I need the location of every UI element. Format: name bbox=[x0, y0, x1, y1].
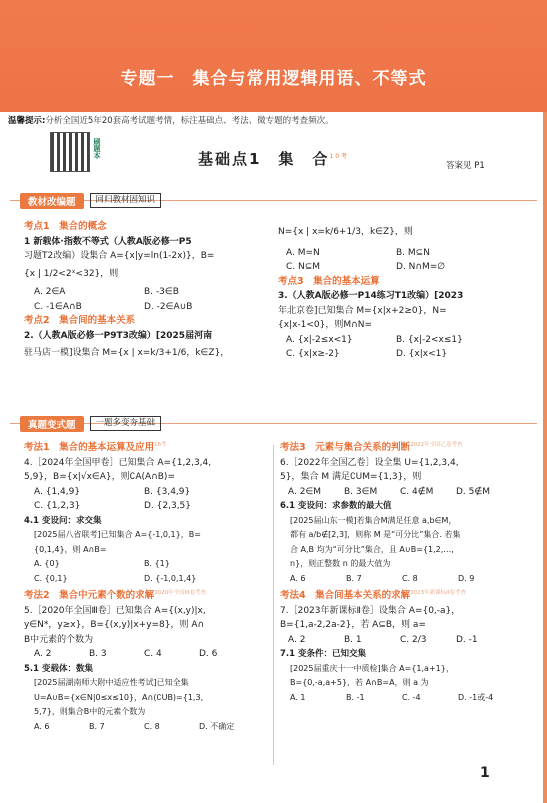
q5-line-b: y∈N*，y≥x}，B={(x,y)|x+y=8}，则 A∩ bbox=[24, 620, 205, 631]
v71-option-d[interactable]: D. -1或-4 bbox=[458, 692, 494, 702]
kaodian-2: 考点2 集合间的基本关系 bbox=[24, 315, 136, 326]
q3-option-a[interactable]: A. {x|-2≤x<1} bbox=[286, 334, 353, 345]
variant-5-1-head: 5.1 变载体：数集 bbox=[24, 663, 94, 674]
q2-option-c[interactable]: C. N⊆M bbox=[286, 262, 321, 272]
point-title-sup: 10考 bbox=[329, 153, 350, 160]
q1-options-2 bbox=[24, 300, 274, 315]
v61-line-c: 合 A,B 均为“可分比”集合，且 A∪B={1,2,…, bbox=[290, 544, 454, 554]
v51-option-d[interactable]: D. 不确定 bbox=[199, 721, 235, 731]
kaofa-4-sup: 2023年新课标II卷考查 bbox=[410, 590, 466, 597]
q4-option-d[interactable]: D. {2,3,5} bbox=[144, 501, 192, 512]
v71-option-b[interactable]: B. -1 bbox=[346, 692, 365, 702]
band1-badge: 教材改编题 bbox=[20, 193, 84, 209]
variant-6-1-head: 6.1 变设问：求参数的最大值 bbox=[280, 501, 392, 512]
v41-option-d[interactable]: D. {-1,0,1,4} bbox=[144, 573, 197, 583]
q4-option-c[interactable]: C. {1,2,3} bbox=[34, 501, 81, 512]
v51-option-a[interactable]: A. 6 bbox=[34, 721, 50, 731]
q5-option-c[interactable]: C. 4 bbox=[144, 649, 162, 660]
q4-options-2 bbox=[24, 499, 270, 514]
hint-label: 温馨提示: bbox=[8, 116, 46, 126]
v61-option-d[interactable]: D. 9 bbox=[458, 573, 475, 583]
q2-options-2 bbox=[278, 260, 528, 275]
v61-line-d: n}，则正整数 n 的最大值为 bbox=[290, 559, 391, 569]
q6-options bbox=[280, 485, 530, 500]
side-strip bbox=[543, 112, 547, 803]
page-number: 1 bbox=[480, 765, 490, 781]
q3-line-c: {x|x-1<0}，则M∩N= bbox=[278, 320, 373, 330]
q5-option-b[interactable]: B. 3 bbox=[89, 649, 107, 660]
left-col-2 bbox=[24, 438, 270, 734]
v61-line-a: [2025届山东一模]若集合M满足任意 a,b∈M， bbox=[290, 515, 457, 525]
q4-option-b[interactable]: B. {3,4,9} bbox=[144, 486, 191, 497]
v71-option-a[interactable]: A. 1 bbox=[290, 692, 306, 702]
right-col-1 bbox=[278, 225, 528, 362]
v61-option-b[interactable]: B. 7 bbox=[346, 573, 362, 583]
v51-line-a: [2025届湖南师大附中适应性考试]已知全集 bbox=[34, 678, 189, 688]
left-col-1 bbox=[24, 220, 274, 361]
q3-options-1 bbox=[278, 333, 528, 348]
band2-sub: 一题多变夯基础 bbox=[90, 416, 162, 431]
v41-line-a: [2025届八省联考]已知集合 A={-1,0,1}，B= bbox=[34, 530, 201, 540]
v41-line-b: {0,1,4}，则 A∩B= bbox=[34, 544, 107, 554]
kaofa-1-sup: 16考 bbox=[154, 442, 167, 448]
variant-7-1-head: 7.1 变条件：已知交集 bbox=[280, 649, 367, 660]
v61-options bbox=[280, 572, 530, 587]
q7-option-a[interactable]: A. 2 bbox=[288, 634, 306, 645]
q3-option-d[interactable]: D. {x|x<1} bbox=[396, 349, 448, 359]
q5-option-a[interactable]: A. 2 bbox=[34, 649, 52, 660]
q2-option-d[interactable]: D. N∩M=∅ bbox=[396, 262, 446, 272]
v61-option-a[interactable]: A. 6 bbox=[290, 573, 306, 583]
q1-line-c: {x | 1/2<2ˣ<32}，则 bbox=[24, 268, 119, 279]
qr-label: 刷题本 bbox=[93, 138, 101, 159]
q1-option-b[interactable]: B. -3∈B bbox=[144, 287, 179, 297]
q1-option-a[interactable]: A. 2∈A bbox=[34, 287, 66, 297]
v41-option-c[interactable]: C. {0,1} bbox=[34, 573, 68, 583]
kaofa-2 bbox=[24, 586, 270, 604]
kaodian-3: 考点3 集合的基本运算 bbox=[278, 275, 380, 287]
q7-option-c[interactable]: C. 2/3 bbox=[400, 634, 427, 645]
v71-option-c[interactable]: C. -4 bbox=[402, 692, 421, 702]
q2-line-b: 驻马店一模]设集合 M={x | x=k/3+1/6，k∈Z}， bbox=[24, 348, 230, 358]
v61-line-b: 都有 a/b∉[2,3]，则称 M 是“可分比”集合. 若集 bbox=[290, 530, 461, 540]
v61-option-c[interactable]: C. 8 bbox=[402, 573, 418, 583]
v41-option-a[interactable]: A. {0} bbox=[34, 559, 60, 569]
point-title-text: 基础点1 集 合 bbox=[197, 150, 330, 168]
q6-option-a[interactable]: A. 2∈M bbox=[288, 486, 322, 497]
q7-line-b: B={1,a-2,2a-2}，若 A⊆B，则 a= bbox=[280, 620, 426, 631]
q6-option-b[interactable]: B. 3∈M bbox=[344, 486, 378, 497]
band-real-exam bbox=[0, 415, 161, 432]
q7-line-a: 7.［2023年新课标Ⅱ卷］设集合 A={0,-a}， bbox=[280, 605, 461, 616]
v41-option-b[interactable]: B. {1} bbox=[144, 559, 170, 569]
kaofa-3 bbox=[280, 438, 530, 456]
kaofa-4-text: 考法4 集合间基本关系的求解 bbox=[280, 590, 411, 602]
q2-option-a[interactable]: A. M=N bbox=[286, 247, 320, 258]
q2-line-c: N={x | x=k/6+1/3，k∈Z}，则 bbox=[278, 227, 413, 237]
q1-option-d[interactable]: D. -2∈A∪B bbox=[144, 301, 193, 312]
v41-options-1 bbox=[24, 557, 270, 572]
q2-line-a: 2.（人教A版必修一P9T3改编）[2025届河南 bbox=[24, 330, 213, 341]
q1-line-a: 1 新载体·指数不等式（人教A版必修一P5 bbox=[24, 236, 192, 247]
q2-option-b[interactable]: B. M⊆N bbox=[396, 247, 430, 258]
v51-line-b: U=A∪B={x∈N|0≤x≤10}，A∩(∁UB)={1,3, bbox=[34, 692, 204, 702]
v71-line-b: B={0,-a,a+5}，若 A∩B=A，则 a 为 bbox=[290, 678, 429, 688]
q5-option-d[interactable]: D. 6 bbox=[199, 649, 218, 660]
v51-option-c[interactable]: C. 8 bbox=[144, 721, 160, 731]
chapter-header bbox=[0, 0, 547, 112]
band2-badge: 真题变式题 bbox=[20, 416, 84, 432]
kaofa-2-text: 考法2 集合中元素个数的求解 bbox=[24, 590, 155, 602]
kaofa-1-text: 考法1 集合的基本运算及应用 bbox=[24, 442, 155, 454]
q2-options-1 bbox=[278, 246, 528, 261]
column-divider bbox=[273, 445, 274, 765]
q5-options bbox=[24, 647, 270, 662]
q1-options-1 bbox=[24, 285, 274, 300]
q7-options bbox=[280, 633, 530, 648]
kaofa-3-text: 考法3 元素与集合关系的判断 bbox=[280, 442, 411, 454]
kaofa-2-sup: 2020年全国III卷考查 bbox=[154, 590, 206, 597]
v71-options bbox=[280, 691, 530, 706]
hint-text: 分析全国近5年20套高考试题考情，标注基础点、考法、微专题的考查频次。 bbox=[45, 116, 334, 126]
kaofa-1 bbox=[24, 438, 270, 456]
q3-option-b[interactable]: B. {x|-2<x≤1} bbox=[396, 334, 463, 345]
kaodian-1: 考点1 集合的概念 bbox=[24, 221, 107, 232]
q3-line-b: 年北京卷]已知集合 M={x|x+2≥0}，N= bbox=[278, 305, 447, 316]
chapter-title: 专题一 集合与常用逻辑用语、不等式 bbox=[120, 69, 427, 89]
q4-options-1 bbox=[24, 485, 270, 500]
hint-line bbox=[8, 114, 334, 126]
q7-option-b[interactable]: B. 1 bbox=[344, 634, 362, 645]
band1-sub: 回归教材固知识 bbox=[90, 193, 162, 208]
v51-line-c: 5,7}，则集合B中的元素个数为 bbox=[34, 707, 146, 717]
q6-option-d[interactable]: D. 5∉M bbox=[456, 486, 490, 497]
kaofa-3-sup: 2022年全国乙卷考查 bbox=[410, 442, 463, 448]
q5-line-a: 5.［2020年全国Ⅲ卷］已知集合 A={(x,y)|x, bbox=[24, 605, 206, 616]
q3-option-c[interactable]: C. {x|x≥-2} bbox=[286, 349, 340, 359]
q3-line-a: 3.（人教A版必修一P14练习T1改编）[2023 bbox=[278, 291, 464, 301]
v51-options bbox=[24, 720, 270, 735]
v41-options-2 bbox=[24, 572, 270, 587]
v71-line-a: [2025届重庆十一中质检]集合 A={1,a+1}， bbox=[290, 663, 454, 673]
band-textbook bbox=[0, 192, 161, 209]
q3-options-2 bbox=[278, 347, 528, 362]
q4-line-a: 4.［2024年全国甲卷］已知集合 A={1,2,3,4, bbox=[24, 457, 212, 468]
q1-line-b: 习题T2改编）设集合 A={x|y=ln(1-2x)}，B= bbox=[24, 251, 215, 261]
v51-option-b[interactable]: B. 7 bbox=[89, 721, 105, 731]
q6-line-a: 6.［2022年全国乙卷］设全集 U={1,2,3,4, bbox=[280, 457, 459, 468]
kaofa-4 bbox=[280, 586, 530, 604]
right-col-2 bbox=[280, 438, 530, 705]
answer-ref: 答案见 P1 bbox=[446, 161, 485, 171]
q7-option-d[interactable]: D. -1 bbox=[456, 634, 478, 645]
variant-4-1-head: 4.1 变设问：求交集 bbox=[24, 515, 102, 526]
q6-line-b: 5}，集合 M 满足∁UM={1,3}，则 bbox=[280, 472, 422, 483]
q5-line-c: B中元素的个数为 bbox=[24, 634, 94, 645]
q4-option-a[interactable]: A. {1,4,9} bbox=[34, 486, 81, 497]
q1-option-c[interactable]: C. -1∈A∩B bbox=[34, 301, 82, 312]
q4-line-b: 5,9}，B={x|√x∈A}，则∁A(A∩B)= bbox=[24, 472, 175, 483]
q6-option-c[interactable]: C. 4∉M bbox=[400, 486, 434, 497]
